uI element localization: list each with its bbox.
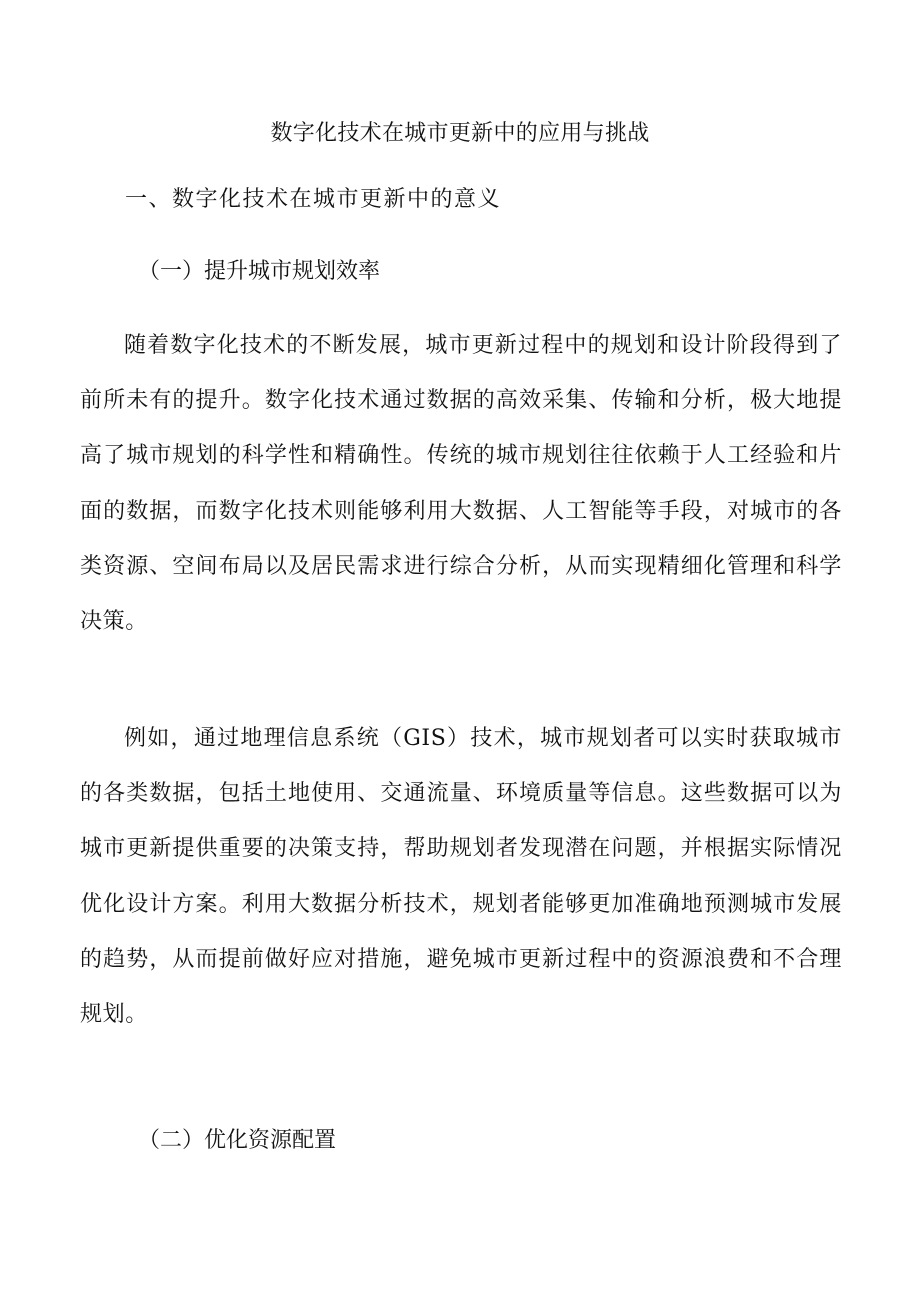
subsection-heading: （二）优化资源配置 (138, 1128, 337, 1153)
section-heading: 一、数字化技术在城市更新中的意义 (125, 187, 502, 212)
subsection-heading: （一）提升城市规划效率 (138, 259, 381, 284)
body-paragraph: 例如，通过地理信息系统（GIS）技术，城市规划者可以实时获取城市的各类数据，包括土地使用、交通流量、环境质量等信息。这些数据可以为城市更新提供重要的决策支持，帮助规划者发现潜在问题，并根据实际情况优化设计方案。利用大数据分析技术，规划者能够更加准确地预测城市发展的趋势，从而提前做好应对措施，避免城市更新过程中的资源浪费和不合理规划。 (80, 726, 842, 1028)
document-title: 数字化技术在城市更新中的应用与挑战 (270, 121, 650, 146)
body-paragraph: 随着数字化技术的不断发展，城市更新过程中的规划和设计阶段得到了前所未有的提升。数字化技术通过数据的高效采集、传输和分析，极大地提高了城市规划的科学性和精确性。传统的城市规划往往依赖于人工经验和片面的数据，而数字化技术则能够利用大数据、人工智能等手段，对城市的各类资源、空间布局以及居民需求进行综合分析，从而实现精细化管理和科学决策。 (80, 333, 842, 635)
